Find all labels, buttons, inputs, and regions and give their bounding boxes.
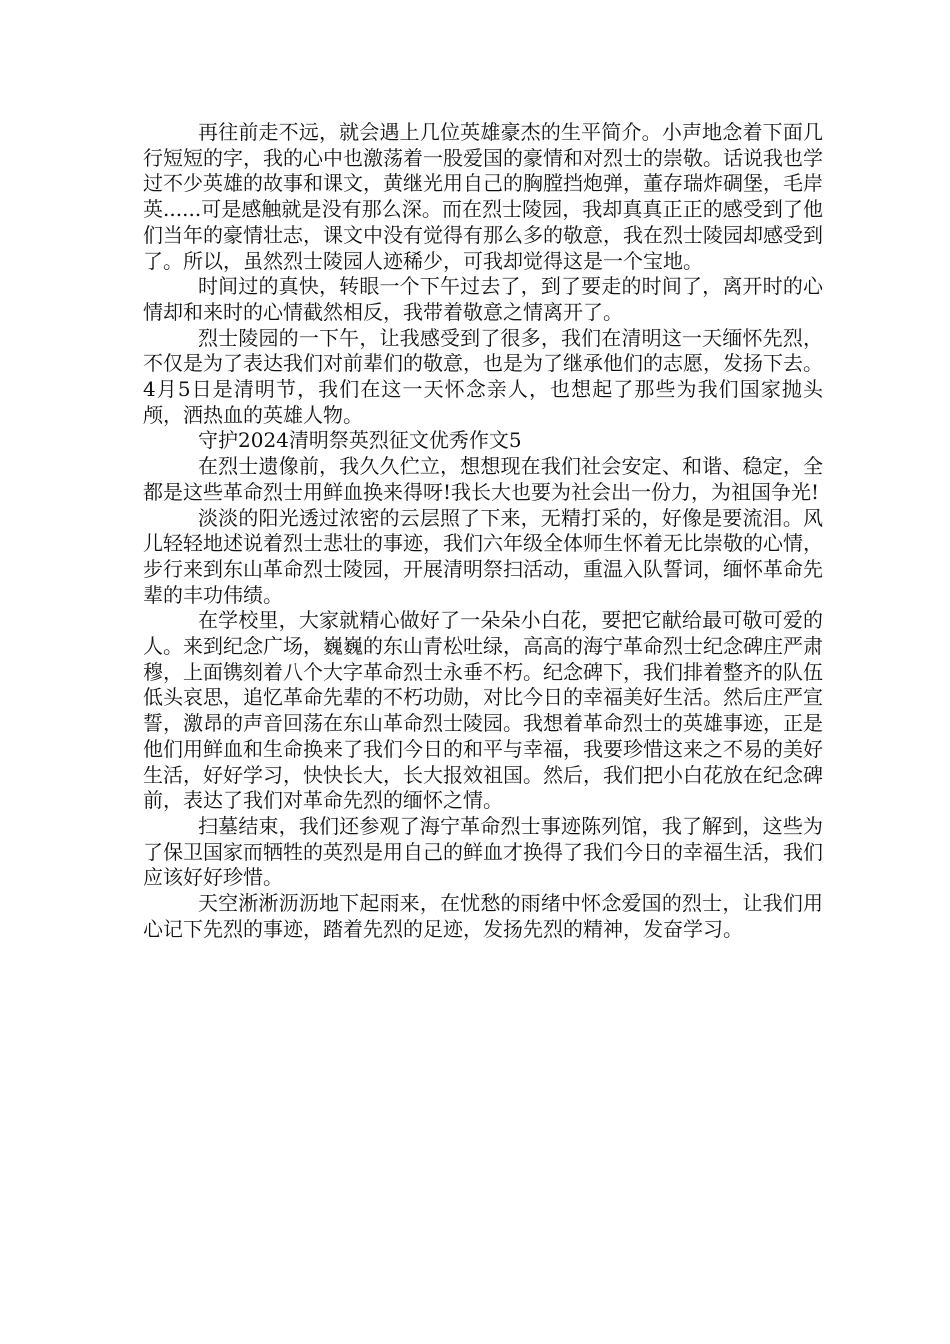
document-body	[143, 120, 823, 943]
paragraph-5: 淡淡的阳光透过浓密的云层照了下来，无精打采的，好像是要流泪。风儿轻轻地述说着烈士悲壮的事迹，我们六年级全体师生怀着无比崇敬的心情，步行来到东山革命烈士陵园，开展清明祭扫活动，重温入队誓词，缅怀革命先辈的丰功伟绩。	[143, 505, 823, 607]
paragraph-3: 烈士陵园的一下午，让我感受到了很多，我们在清明这一天缅怀先烈，不仅是为了表达我们对前辈们的敬意，也是为了继承他们的志愿，发扬下去。4月5日是清明节，我们在这一天怀念亲人，也想起了那些为我们国家抛头颅，洒热血的英雄人物。	[143, 325, 823, 427]
essay-title: 守护2024清明祭英烈征文优秀作文5	[198, 428, 522, 453]
paragraph-6: 在学校里，大家就精心做好了一朵朵小白花，要把它献给最可敬可爱的人。来到纪念广场，巍巍的东山青松吐绿，高高的海宁革命烈士纪念碑庄严肃穆，上面镌刻着八个大字革命烈士永垂不朽。纪念碑下，我们排着整齐的队伍低头哀思，追忆革命先辈的不朽功勋，对比今日的幸福美好生活。然后庄严宣誓，激昂的声音回荡在东山革命烈士陵园。我想着革命烈士的英雄事迹，正是他们用鲜血和生命换来了我们今日的和平与幸福，我要珍惜这来之不易的美好生活，好好学习，快快长大，长大报效祖国。然后，我们把小白花放在纪念碑前，表达了我们对革命先烈的缅怀之情。	[143, 608, 823, 813]
paragraph-7: 扫墓结束，我们还参观了海宁革命烈士事迹陈列馆，我了解到，这些为了保卫国家而牺牲的英烈是用自己的鲜血才换得了我们今日的幸福生活，我们应该好好珍惜。	[143, 813, 823, 890]
paragraph-2: 时间过的真快，转眼一个下午过去了，到了要走的时间了，离开时的心情却和来时的心情截然相反，我带着敬意之情离开了。	[143, 274, 823, 324]
paragraph-1: 再往前走不远，就会遇上几位英雄豪杰的生平简介。小声地念着下面几行短短的字，我的心中也激荡着一股爱国的豪情和对烈士的崇敬。话说我也学过不少英雄的故事和课文，黄继光用自己的胸膛挡炮弹，董存瑞炸碉堡，毛岸英......可是感触就是没有那么深。而在烈士陵园，我却真真正正的感受到了他们当年的豪情壮志，课文中没有觉得有那么多的敬意，我在烈士陵园却感受到了。所以，虽然烈士陵园人迹稀少，可我却觉得这是一个宝地。	[143, 120, 823, 273]
paragraph-4: 在烈士遗像前，我久久伫立，想想现在我们社会安定、和谐、稳定，全都是这些革命烈士用鲜血换来得呀!我长大也要为社会出一份力，为祖国争光!	[143, 454, 823, 504]
paragraph-8: 天空淅淅沥沥地下起雨来，在忧愁的雨绪中怀念爱国的烈士，让我们用心记下先烈的事迹，踏着先烈的足迹，发扬先烈的精神，发奋学习。	[143, 891, 823, 941]
